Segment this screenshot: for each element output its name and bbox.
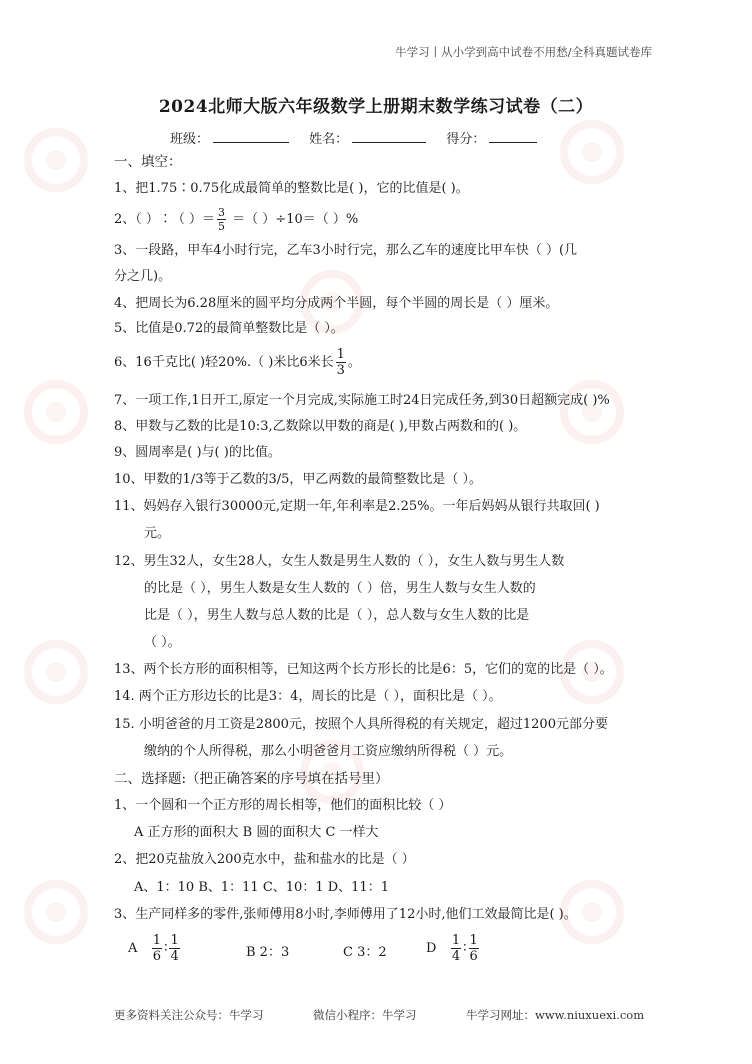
footer-miniprogram: 微信小程序：牛学习 [313, 1008, 417, 1022]
q2-post: ＝（ ）÷10＝（ ）% [228, 212, 359, 227]
frac-den: 6 [469, 949, 478, 964]
question-1-15-line1: 15. 小明爸爸的月工资是2800元，按照个人具所得税的有关规定，超过1200元部分要 [114, 717, 608, 732]
question-2-3-option-d [426, 934, 481, 963]
frac-den: 4 [451, 949, 461, 964]
score-label: 得分： [446, 132, 486, 147]
header-note: 牛学习丨从小学到高中试卷不用愁/全科真题试卷库 [395, 45, 652, 59]
question-1-11-line2: 元。 [144, 526, 171, 541]
section-2-heading: 二、选择题:（把正确答案的序号填在括号里） [114, 771, 389, 787]
question-1-5: 5、比值是0.72的最简单整数比是（ ）。 [114, 321, 344, 336]
frac-den: 5 [218, 220, 226, 233]
frac-num: 1 [336, 347, 345, 362]
fraction-1-6 [469, 934, 479, 963]
frac-den: 3 [336, 363, 345, 378]
fraction-1-6 [152, 934, 162, 963]
q6-pre: 6、16千克比( )轻20%.（ )米比6米长 [114, 355, 334, 370]
frac-num: 3 [218, 206, 226, 219]
question-2-3: 3、生产同样多的零件,张师傅用8小时,李师傅用了12小时,他们工效最简比是( )。 [114, 907, 577, 922]
question-1-7: 7、一项工作,1日开工,原定一个月完成,实际施工时24日完成任务,到30日超额完成( )% [114, 393, 610, 408]
watermark-logo [560, 120, 624, 184]
question-1-12-line4: （ ）。 [144, 635, 181, 650]
watermark-logo [24, 380, 88, 444]
question-1-12-line3: 比是（ ），男生人数与总人数的比是（ ），总人数与女生人数的比是 [144, 608, 530, 623]
question-1-8: 8、甲数与乙数的比是10:3,乙数除以甲数的商是( ),甲数占两数和的( )。 [114, 419, 527, 434]
ratio-sep: ∶ [164, 941, 168, 956]
footer-website-link[interactable]: 牛学习网址：www.niuxuexi.com [466, 1008, 645, 1022]
question-1-12-line2: 的比是（ ），男生人数是女生人数的（ ）倍，男生人数与女生人数的 [144, 581, 536, 596]
fraction-3-5 [217, 207, 226, 232]
frac-num: 1 [451, 933, 461, 948]
section-1-heading: 一、填空： [114, 154, 182, 170]
question-2-1: 1、一个圆和一个正方形的周长相等，他们的面积比较（ ） [114, 798, 452, 813]
question-1-11-line1: 11、妈妈存入银行30000元,定期一年,年利率是2.25%。一年后妈妈从银行共取回( ) [114, 499, 600, 514]
student-info [170, 128, 553, 147]
question-1-4: 4、把周长为6.28厘米的圆平均分成两个半圆，每个半圆的周长是（ ）厘米。 [114, 296, 559, 311]
watermark-logo [24, 880, 88, 944]
question-1-10: 10、甲数的1/3等于乙数的3/5，甲乙两数的最简整数比是（ ）。 [114, 472, 483, 487]
footer-wechat: 更多资料关注公众号：牛学习 [114, 1008, 264, 1022]
question-1-1: 1、把1.75∶0.75化成最简单的整数比是( )，它的比值是( )。 [114, 181, 469, 196]
fraction-1-4 [169, 934, 179, 963]
page-title: 2024北师大版六年级数学上册期末数学练习试卷（二） [158, 97, 594, 117]
class-label: 班级： [170, 132, 210, 147]
watermark-logo [24, 640, 88, 704]
fraction-1-3 [336, 348, 346, 377]
question-2-3-option-c: C 3：2 [343, 945, 387, 960]
question-2-2: 2、把20克盐放入200克水中，盐和盐水的比是（ ） [114, 852, 415, 867]
frac-num: 1 [170, 933, 179, 948]
frac-num: 1 [152, 933, 162, 948]
q6-post: 。 [347, 355, 361, 370]
watermark-logo [24, 128, 88, 192]
question-2-3-option-a [128, 934, 182, 963]
q2-pre: 2、（ ）∶（ ）＝ [114, 212, 216, 227]
question-1-9: 9、圆周率是( )与( )的比值。 [114, 445, 281, 460]
class-field[interactable] [213, 130, 289, 143]
question-2-2-options: A、1：10 B、1：11 C、10：1 D、11：1 [134, 880, 389, 895]
question-1-2 [114, 207, 358, 232]
frac-den: 6 [152, 949, 162, 964]
question-1-3-line2: 分之几)。 [114, 269, 172, 284]
question-2-1-options: A 正方形的面积大 B 圆的面积大 C 一样大 [134, 825, 379, 840]
frac-num: 1 [469, 933, 478, 948]
question-1-14: 14. 两个正方形边长的比是3：4，周长的比是（ ），面积比是（ ）。 [114, 689, 502, 704]
question-1-15-line2: 缴纳的个人所得税，那么小明爸爸月工资应缴纳所得税（ ）元。 [144, 744, 513, 759]
frac-den: 4 [170, 949, 179, 964]
watermark-logo [560, 380, 624, 444]
option-d-label: D [426, 941, 437, 956]
fraction-1-4 [451, 934, 461, 963]
question-1-13: 13、两个长方形的面积相等，已知这两个长方形长的比是6：5，它们的宽的比是（ ）。 [114, 662, 613, 677]
ratio-sep: ∶ [463, 941, 467, 956]
name-label: 姓名： [309, 132, 349, 147]
option-a-label: A [128, 941, 138, 956]
question-1-3-line1: 3、一段路，甲车4小时行完，乙车3小时行完，那么乙车的速度比甲车快（ ）(几 [114, 243, 578, 258]
score-field[interactable] [489, 130, 537, 143]
name-field[interactable] [352, 130, 426, 143]
question-1-12-line1: 12、男生32人，女生28人，女生人数是男生人数的（ ），女生人数与男生人数 [114, 554, 565, 569]
question-1-6 [114, 348, 361, 377]
question-2-3-option-b: B 2：3 [246, 945, 290, 960]
